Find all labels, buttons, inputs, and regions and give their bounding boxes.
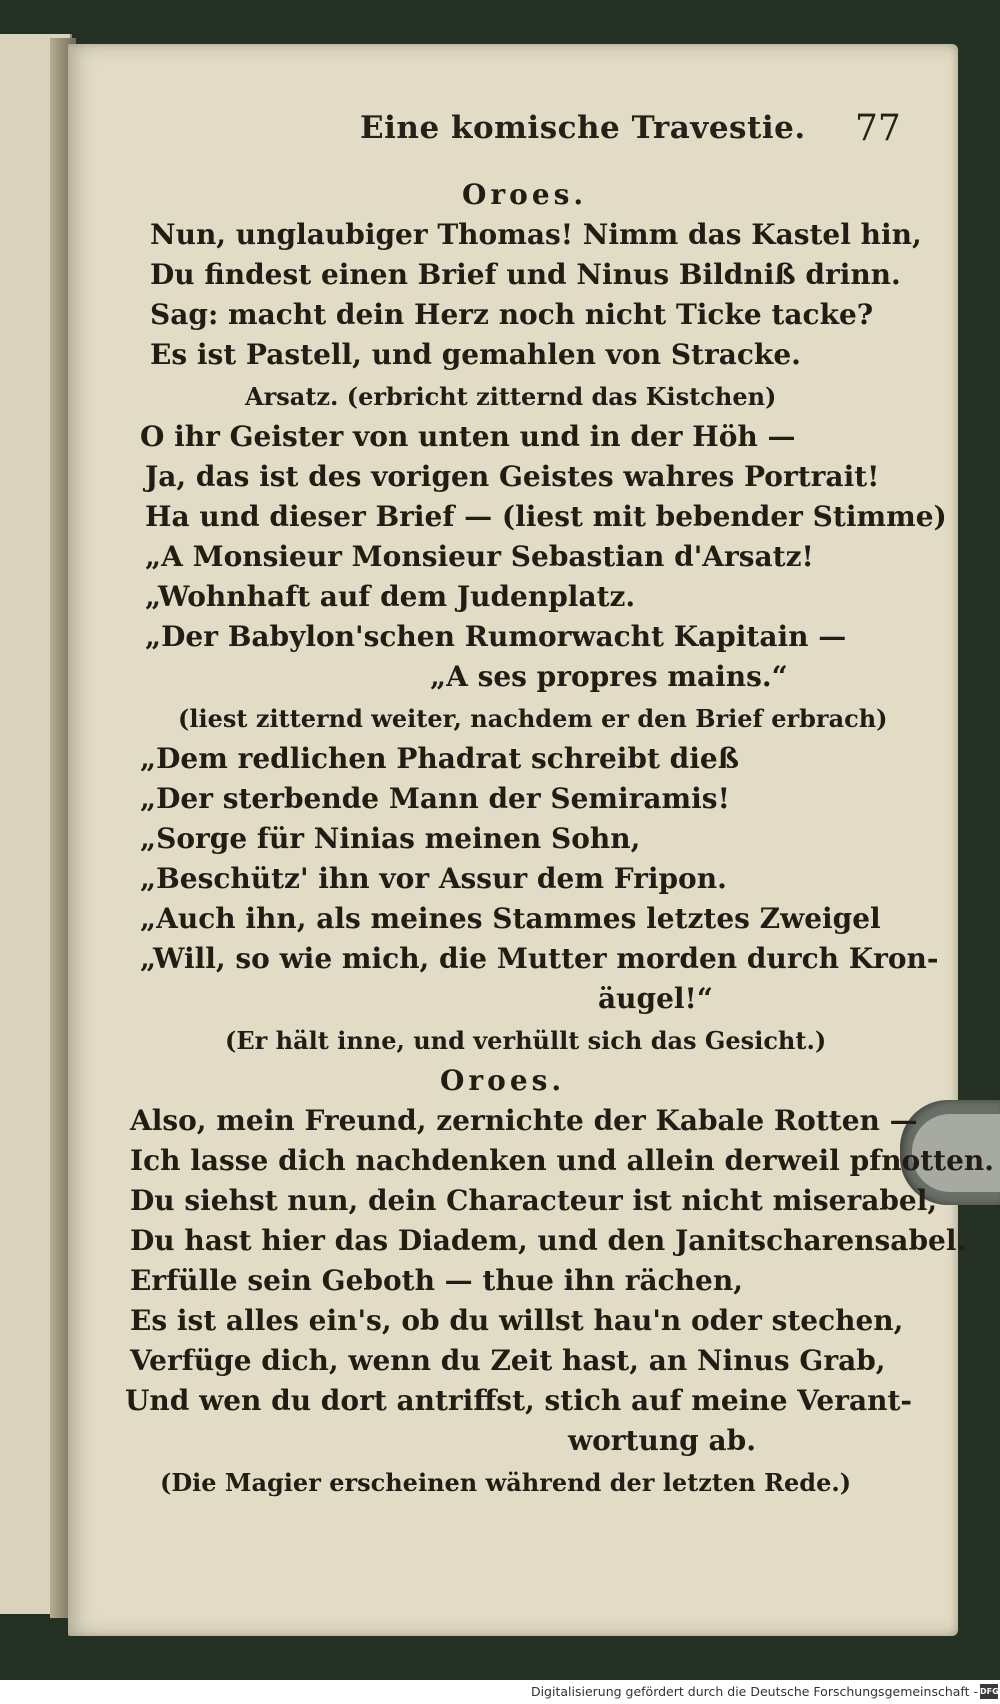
- dfg-logo: DFG: [980, 1684, 998, 1699]
- stage-direction: (liest zitternd weiter, nachdem er den Brief erbrach): [178, 704, 888, 733]
- verse-line: Verfüge dich, wenn du Zeit hast, an Ninus Grab,: [130, 1344, 886, 1377]
- verse-line-continuation: äugel!“: [598, 982, 713, 1015]
- verse-line: Du findest einen Brief und Ninus Bildniß drinn.: [150, 258, 901, 291]
- verse-line: O ihr Geister von unten und in der Höh —: [140, 420, 796, 453]
- verse-line: Nun, unglaubiger Thomas! Nimm das Kastel hin,: [150, 218, 922, 251]
- verse-line: „Wohnhaft auf dem Judenplatz.: [145, 580, 636, 613]
- verse-line: Du hast hier das Diadem, und den Janitscharensabel.: [130, 1224, 967, 1257]
- verse-line: Es ist alles ein's, ob du willst hau'n oder stechen,: [130, 1304, 904, 1337]
- verse-line: Und wen du dort antriffst, stich auf meine Verant-: [125, 1384, 913, 1417]
- footer-credit: Digitalisierung gefördert durch die Deutsche Forschungsgemeinschaft -: [530, 1684, 978, 1699]
- page-number: 77: [855, 108, 901, 149]
- verse-line: Ich lasse dich nachdenken und allein derweil pfnotten.: [130, 1144, 995, 1177]
- verse-line: „A ses propres mains.“: [430, 660, 788, 693]
- verse-line: „Der sterbende Mann der Semiramis!: [140, 782, 730, 815]
- stage-direction: (Er hält inne, und verhüllt sich das Gesicht.): [225, 1026, 827, 1055]
- verse-line: Ha und dieser Brief — (liest mit bebender Stimme): [145, 500, 947, 533]
- verse-line: „Sorge für Ninias meinen Sohn,: [140, 822, 641, 855]
- verse-line: Es ist Pastell, und gemahlen von Stracke.: [150, 338, 801, 371]
- digitization-footer: [0, 1680, 1000, 1704]
- verse-line: „Beschütz' ihn vor Assur dem Fripon.: [140, 862, 727, 895]
- verse-line: „Auch ihn, als meines Stammes letztes Zweigel: [140, 902, 881, 935]
- speaker-heading: Oroes.: [440, 1064, 566, 1097]
- verse-line: „Dem redlichen Phadrat schreibt dieß: [140, 742, 739, 775]
- verse-line: „Will, so wie mich, die Mutter morden durch Kron-: [140, 942, 939, 975]
- stage-direction: (Die Magier erscheinen während der letzten Rede.): [160, 1468, 852, 1497]
- speaker-heading: Oroes.: [462, 178, 588, 211]
- verse-line: Erfülle sein Geboth — thue ihn rächen,: [130, 1264, 743, 1297]
- verse-line: Du siehst nun, dein Characteur ist nicht miserabel,: [130, 1184, 938, 1217]
- verse-line: Sag: macht dein Herz noch nicht Ticke tacke?: [150, 298, 874, 331]
- verse-line: „A Monsieur Monsieur Sebastian d'Arsatz!: [145, 540, 814, 573]
- verse-line: Ja, das ist des vorigen Geistes wahres Portrait!: [145, 460, 880, 493]
- verse-line: Also, mein Freund, zernichte der Kabale Rotten —: [130, 1104, 918, 1137]
- verse-line-continuation: wortung ab.: [568, 1424, 756, 1457]
- verse-line: „Der Babylon'schen Rumorwacht Kapitain —: [145, 620, 847, 653]
- speaker-direction: Arsatz. (erbricht zitternd das Kistchen): [245, 382, 777, 411]
- running-head: Eine komische Travestie.: [360, 110, 806, 146]
